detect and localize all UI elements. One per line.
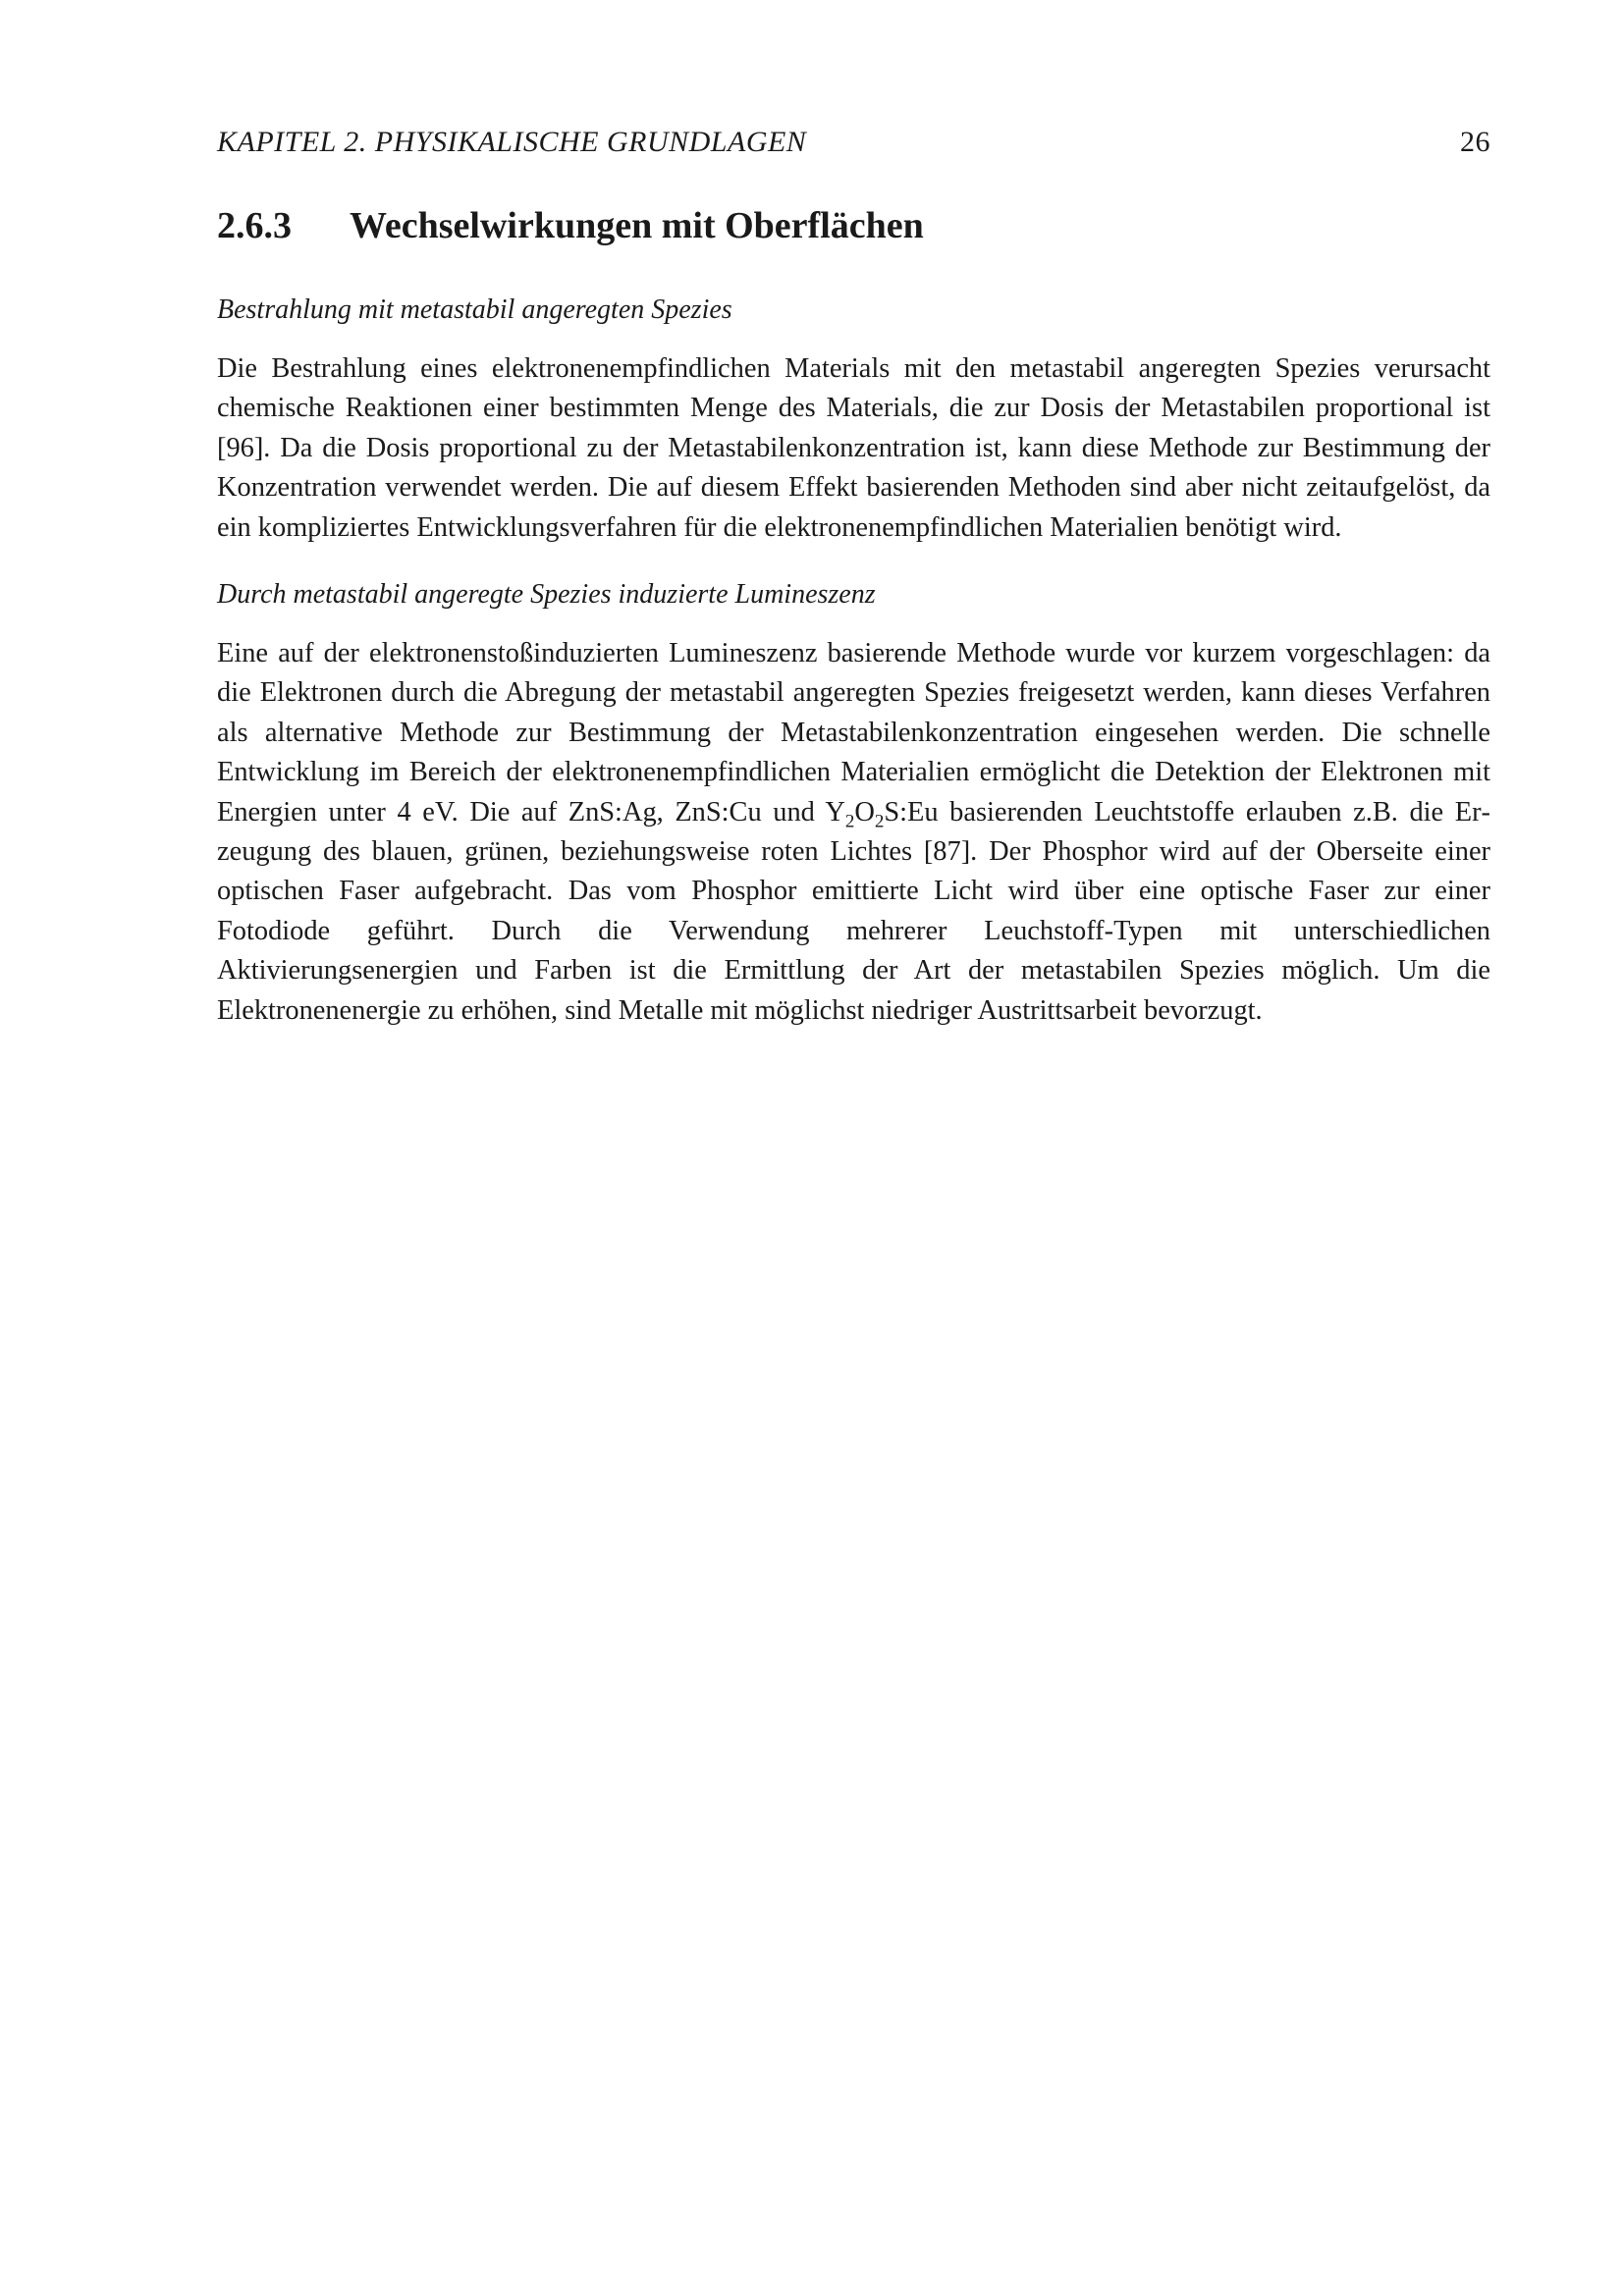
subsection-heading-irradiation: Bestrahlung mit metastabil angeregten Spezies [217, 294, 732, 325]
paragraph-luminescence-part2: S:Eu basierenden Leuchtstoffe erlauben z.B. die Erzeugung des blauen, grünen, beziehungsweise roten Lichtes [87]. Der Phosphor wird auf der Oberseite einer optischen Faser aufgebracht. Das vom Phosphor emittierte Licht wird über eine optische Faser zur einer Fotodiode geführt. Durch die Verwendung mehrerer Leuchstoff-Typen mit unterschiedlichen Aktivierungsenergien und Farben ist die Ermittlung der Art der metastabilen Spezies möglich. Um die Elektronenenergie zu erhöhen, sind Metalle mit möglichst niedriger Austrittsarbeit bevorzugt. [217, 796, 1490, 1026]
subscript-o2: 2 [874, 811, 885, 832]
paragraph-luminescence-part1: Eine auf der elektronenstoßinduzierten Lumineszenz basierende Methode wurde vor kurzem vorgeschlagen: da die Elektronen durch die Abregung der metastabil angeregten Spezies freigesetzt werden, kann dieses Verfahren als alternative Methode zur Bestimmung der Metastabilenkonzentration eingesehen werden. Die schnelle Entwicklung im Bereich der elektronenempfindlichen Materialien ermöglicht die Detektion der Elektronen mit Energien unter 4 eV. Die auf ZnS:Ag, ZnS:Cu und Y [217, 638, 1490, 828]
page-number: 26 [1460, 126, 1490, 158]
subscript-y2: 2 [844, 811, 855, 832]
formula-oxygen: O [854, 796, 875, 828]
subsection-heading-luminescence: Durch metastabil angeregte Spezies induzierte Lumineszenz [217, 579, 876, 611]
chapter-header: KAPITEL 2. PHYSIKALISCHE GRUNDLAGEN [217, 126, 807, 158]
running-header [217, 126, 1490, 165]
paragraph-luminescence [217, 634, 1490, 1031]
section-heading [217, 202, 1490, 249]
paragraph-irradiation: Die Bestrahlung eines elektronenempfindlichen Materials mit den metastabil angeregten Spezies verursacht chemische Reaktionen einer bestimmten Menge des Materials, die zur Dosis der Metastabilen proportional ist [96]. Da die Dosis proportional zu der Metastabilenkonzentration ist, kann diese Methode zur Bestimmung der Konzentration verwendet werden. Die auf diesem Effekt basierenden Methoden sind aber nicht zeitaufgelöst, da ein kompliziertes Entwicklungsverfahren für die elektronenempfindlichen Materialien benötigt wird. [217, 353, 1490, 543]
section-title: Wechselwirkungen mit Oberflächen [350, 205, 924, 246]
section-number: 2.6.3 [217, 205, 292, 246]
page [217, 126, 1490, 1031]
